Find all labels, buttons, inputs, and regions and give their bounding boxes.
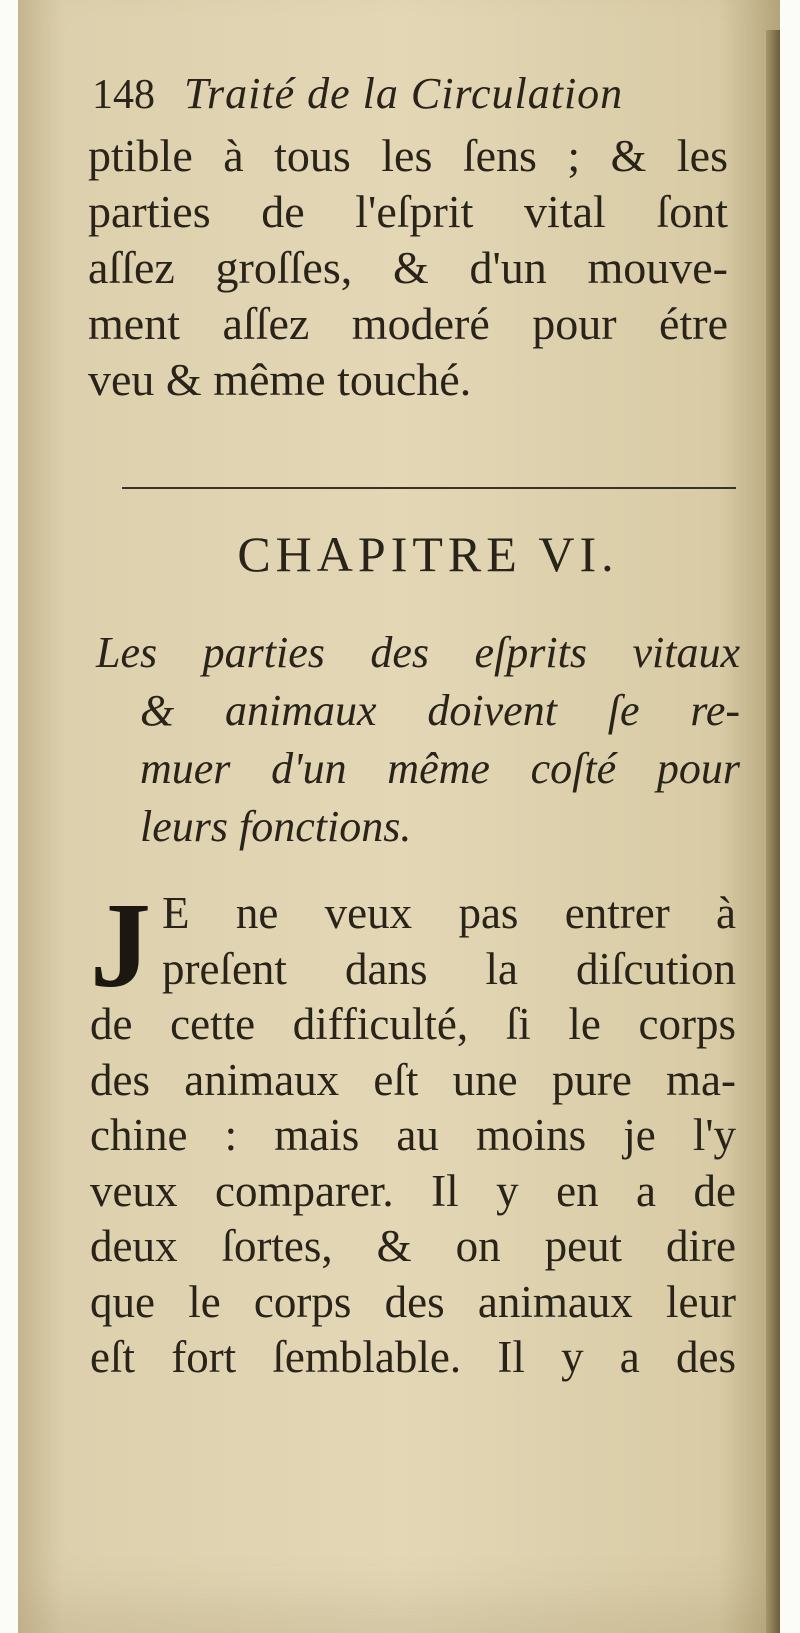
subtitle-line: Les parties des eſprits vitaux — [96, 628, 740, 677]
drop-cap: J — [90, 878, 151, 1013]
chapter-subtitle — [96, 624, 740, 856]
section-rule — [122, 487, 736, 489]
text-line: E ne veux pas entrer à — [162, 888, 736, 938]
text-line: eſt fort ſemblable. Il y a des — [90, 1332, 736, 1382]
text-line: deux ſortes, & on peut dire — [90, 1221, 736, 1271]
text-line: veux comparer. Il y en a de — [90, 1165, 736, 1216]
subtitle-line: leurs fonctions. — [140, 802, 412, 851]
subtitle-line: muer d'un même coſté pour — [140, 744, 740, 793]
running-title: Traité de la Circulation — [184, 69, 624, 118]
text-line: preſent dans la diſcution — [162, 943, 736, 994]
text-line: aſſez groſſes, & d'un mouve- — [88, 242, 728, 293]
text-line: que le corps des animaux leur — [90, 1276, 736, 1327]
chapter-heading: CHAPITRE VI. — [237, 526, 619, 582]
paragraph-continuation — [88, 128, 728, 408]
subtitle-line: & animaux doivent ſe re- — [140, 686, 740, 735]
text-line: ment aſſez moderé pour étre — [88, 298, 728, 349]
paragraph-main — [90, 878, 736, 1386]
text-line: de cette difficulté, ſi le corps — [90, 999, 736, 1049]
text-line: parties de l'eſprit vital ſont — [88, 186, 728, 237]
text-line: veu & même touché. — [88, 354, 472, 405]
text-line: des animaux eſt une pure ma- — [90, 1054, 736, 1105]
text-line: chine : mais au moins je l'y — [90, 1110, 736, 1160]
running-header — [92, 68, 732, 119]
page-number: 148 — [92, 72, 155, 118]
text-line: ptible à tous les ſens ; & les — [88, 130, 728, 181]
page-edge — [766, 30, 780, 1633]
